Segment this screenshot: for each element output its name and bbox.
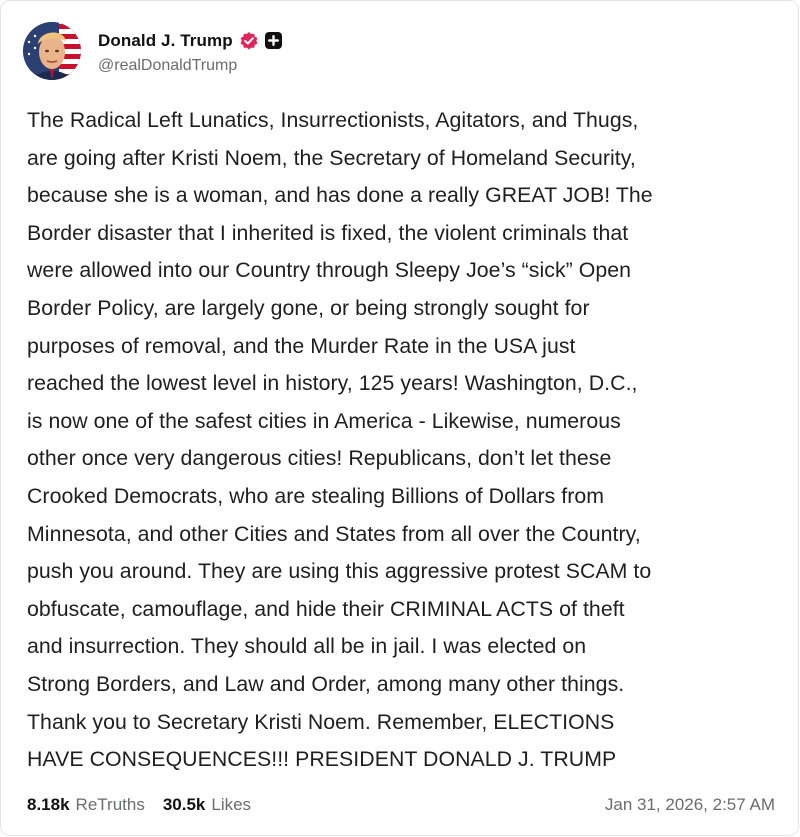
avatar-image	[23, 22, 81, 80]
post-header	[23, 19, 283, 83]
name-row	[98, 28, 283, 54]
plus-square-icon	[264, 31, 283, 50]
post-footer	[27, 791, 775, 819]
avatar[interactable]	[23, 22, 81, 80]
post-text: The Radical Left Lunatics, Insurrectionists, Agitators, and Thugs, are going after Kristi Noem, the Secretary of Homeland Security, because she is a woman, and has done a really GREAT JOB! The Border disaster that I inherited is fixed, the violent criminals that were allowed into our Country through Sleepy Joe’s “sick” Open Border Policy, are largely gone, or being strongly sought for purposes of removal, and the Murder Rate in the USA just reached the lowest level in history, 125 years! Washington, D.C., is now one of the safest cities in America - Likewise, numerous other once very dangerous cities! Republicans, don’t let these Crooked Democrats, who are stealing Billions of Dollars from Minnesota, and other Cities and States from all over the Country, push you around. They are using this aggressive protest SCAM to obfuscate, camouflage, and hide their CRIMINAL ACTS of theft and insurrection. They should all be in jail. I was elected on Strong Borders, and Law and Order, among many other things. Thank you to Secretary Kristi Noem. Remember, ELECTIONS HAVE CONSEQUENCES!!! PRESIDENT DONALD J. TRUMP	[27, 108, 653, 772]
author-identity	[98, 28, 283, 75]
post-timestamp[interactable]: Jan 31, 2026, 2:57 AM	[604, 795, 775, 814]
retruths-count: 8.18k	[27, 795, 70, 814]
author-display-name[interactable]: Donald J. Trump	[98, 30, 233, 50]
likes-label: Likes	[211, 795, 252, 814]
likes-stat[interactable]	[163, 795, 251, 815]
retruths-stat[interactable]	[27, 795, 145, 815]
author-handle[interactable]: @realDonaldTrump	[98, 56, 238, 74]
retruths-label: ReTruths	[75, 795, 145, 814]
verified-check-icon	[239, 31, 259, 51]
likes-count: 30.5k	[162, 795, 206, 814]
